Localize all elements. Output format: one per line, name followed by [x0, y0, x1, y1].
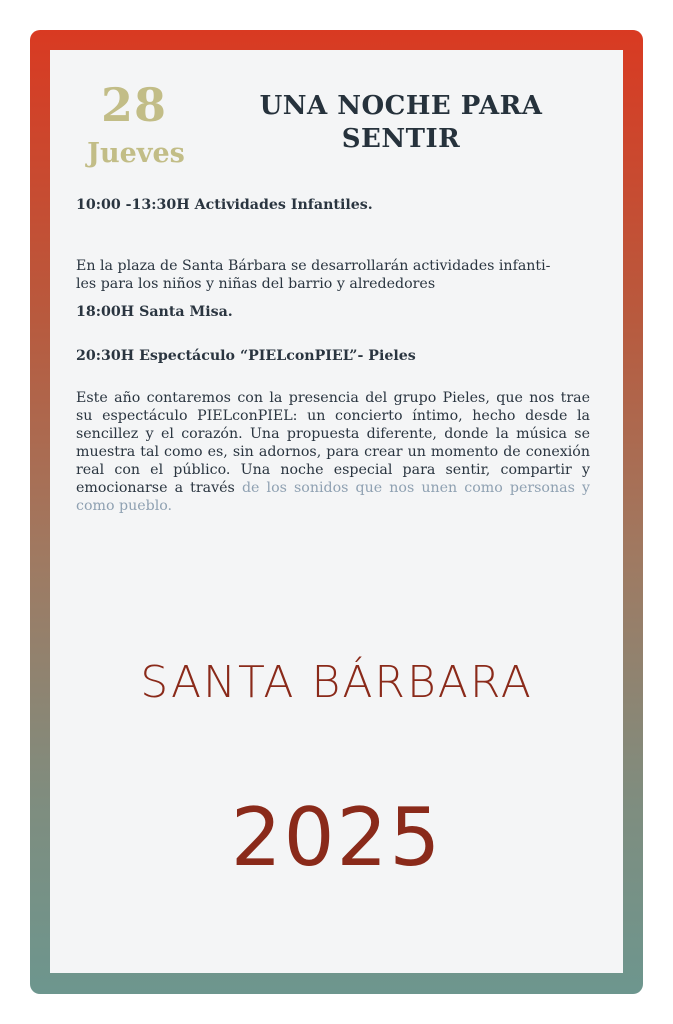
date-weekday: Jueves — [87, 138, 185, 169]
place-name: SANTA BÁRBARA — [140, 657, 533, 708]
poster-title — [246, 90, 556, 156]
description-line-1: En la plaza de Santa Bárbara se desarrollarán actividades infanti- — [76, 258, 551, 274]
program-item-1-description — [76, 257, 590, 293]
program-item-3: 20:30H Espectáculo “PIELconPIEL”- Pieles — [76, 348, 416, 364]
title-line-1: UNA NOCHE PARA — [259, 91, 543, 121]
title-line-2: SENTIR — [341, 124, 461, 154]
description-line-2: les para los niños y niñas del barrio y alrededores — [76, 276, 436, 292]
description-fade-line: de los sonidos que nos unen como personas y como pueblo. — [76, 480, 590, 514]
program-item-2: 18:00H Santa Misa. — [76, 304, 233, 320]
program-item-1: 10:00 -13:30H Actividades Infantiles. — [76, 197, 373, 213]
program-item-3-description — [76, 389, 590, 515]
description-body: Este año contaremos con la presencia del grupo Pieles, que nos trae su espectáculo PIELconPIEL: un concierto íntimo, hecho desde la sencillez y el corazón. Una propuesta diferente, donde la música se muestra tal como es, sin adornos, para crear un momento de conexión real con el público. Una noche especial para sentir, compartir y emocionarse a través — [76, 390, 590, 496]
date-day: 28 — [100, 78, 167, 132]
year: 2025 — [230, 791, 443, 884]
